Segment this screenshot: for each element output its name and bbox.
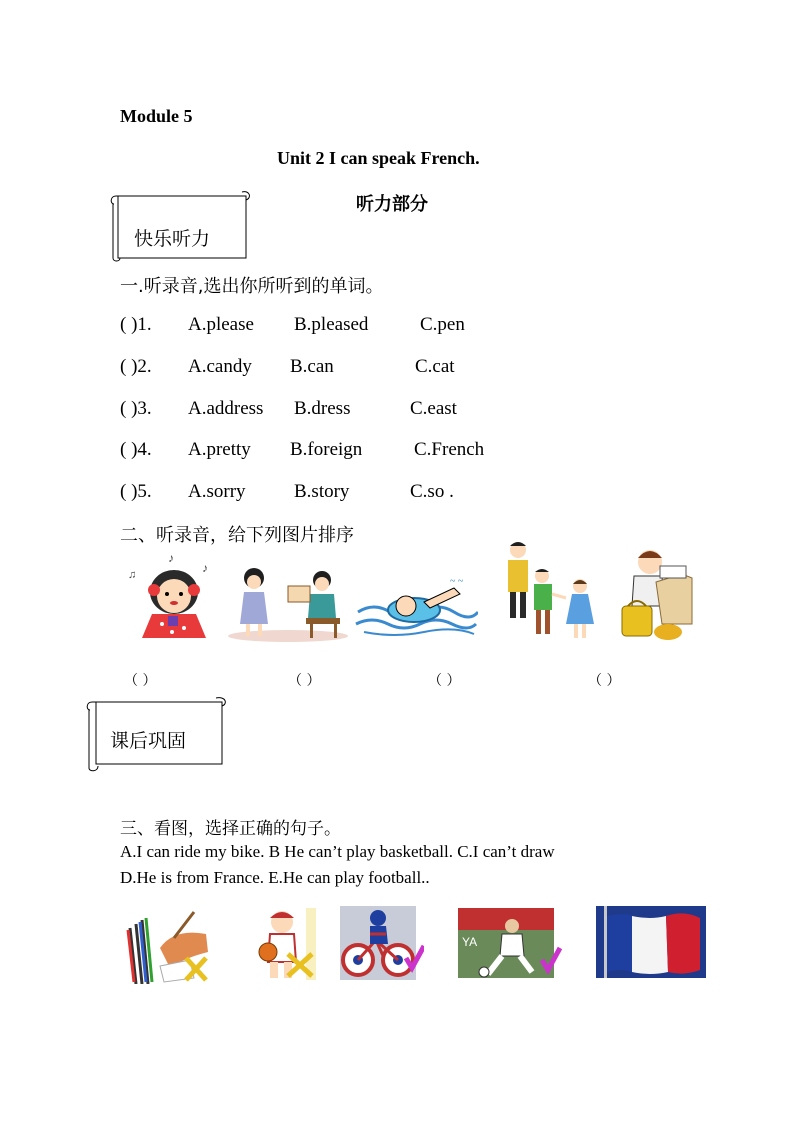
people-talking-picture (226, 566, 352, 644)
svg-text:♪: ♪ (168, 552, 174, 565)
option-a: A.candy (188, 356, 252, 377)
review-banner-label: 课后巩固 (110, 730, 187, 752)
option-b: B.dress (294, 398, 351, 419)
option-a: A.sorry (188, 481, 246, 502)
people-meeting-picture (500, 538, 604, 642)
question-number: ( )4. (120, 439, 152, 460)
question-number: ( )5. (120, 481, 152, 502)
part1-instruction: 一.听录音,选出你所听到的单词。 (120, 276, 384, 297)
part2-instruction: 二、听录音，给下列图片排序 (120, 525, 354, 546)
svg-text:♫: ♫ (128, 569, 137, 581)
option-c: C.east (410, 398, 457, 419)
option-a: A.address (188, 398, 264, 419)
boy-basketball-picture (252, 908, 318, 980)
french-flag-picture (596, 906, 706, 978)
module-heading: Module 5 (120, 106, 193, 126)
option-b: B.pleased (294, 314, 369, 335)
order-blank[interactable]: （ ） (124, 673, 157, 689)
football-player-picture (458, 908, 562, 978)
part3-instruction: 三、看图，选择正确的句子。 (120, 819, 341, 839)
review-banner (86, 694, 226, 770)
option-b: B.foreign (290, 439, 363, 460)
svg-text:~ ~: ~ ~ (450, 576, 464, 587)
section-title: 听力部分 (356, 194, 428, 215)
unit-title: Unit 2 I can speak French. (277, 148, 480, 168)
order-blank[interactable]: （ ） (288, 673, 321, 689)
riding-bike-picture (340, 906, 424, 980)
option-a: A.please (188, 314, 254, 335)
swimmer-picture (354, 572, 478, 640)
option-a: A.pretty (188, 439, 251, 460)
order-blank[interactable]: （ ） (428, 673, 461, 689)
svg-text:YA: YA (462, 935, 478, 949)
girl-listening-picture (124, 552, 220, 644)
order-blank[interactable]: （ ） (588, 673, 621, 689)
listening-banner-label: 快乐听力 (134, 228, 211, 250)
svg-text:♪: ♪ (202, 561, 208, 575)
part3-options-line-2: D.He is from France. E.He can play football.. (120, 868, 430, 887)
option-c: C.French (414, 439, 485, 460)
question-number: ( )1. (120, 314, 152, 335)
drawing-hand-picture (124, 908, 212, 984)
question-number: ( )2. (120, 356, 152, 377)
option-c: C.so . (410, 481, 454, 502)
option-b: B.story (294, 481, 350, 502)
boy-writing-picture (616, 544, 696, 644)
option-b: B.can (290, 356, 334, 377)
option-c: C.cat (415, 356, 455, 377)
part3-options-line-1: A.I can ride my bike. B He can’t play basketball. C.I can’t draw (120, 842, 555, 861)
listening-banner (110, 190, 250, 262)
question-number: ( )3. (120, 398, 152, 419)
option-c: C.pen (420, 314, 465, 335)
